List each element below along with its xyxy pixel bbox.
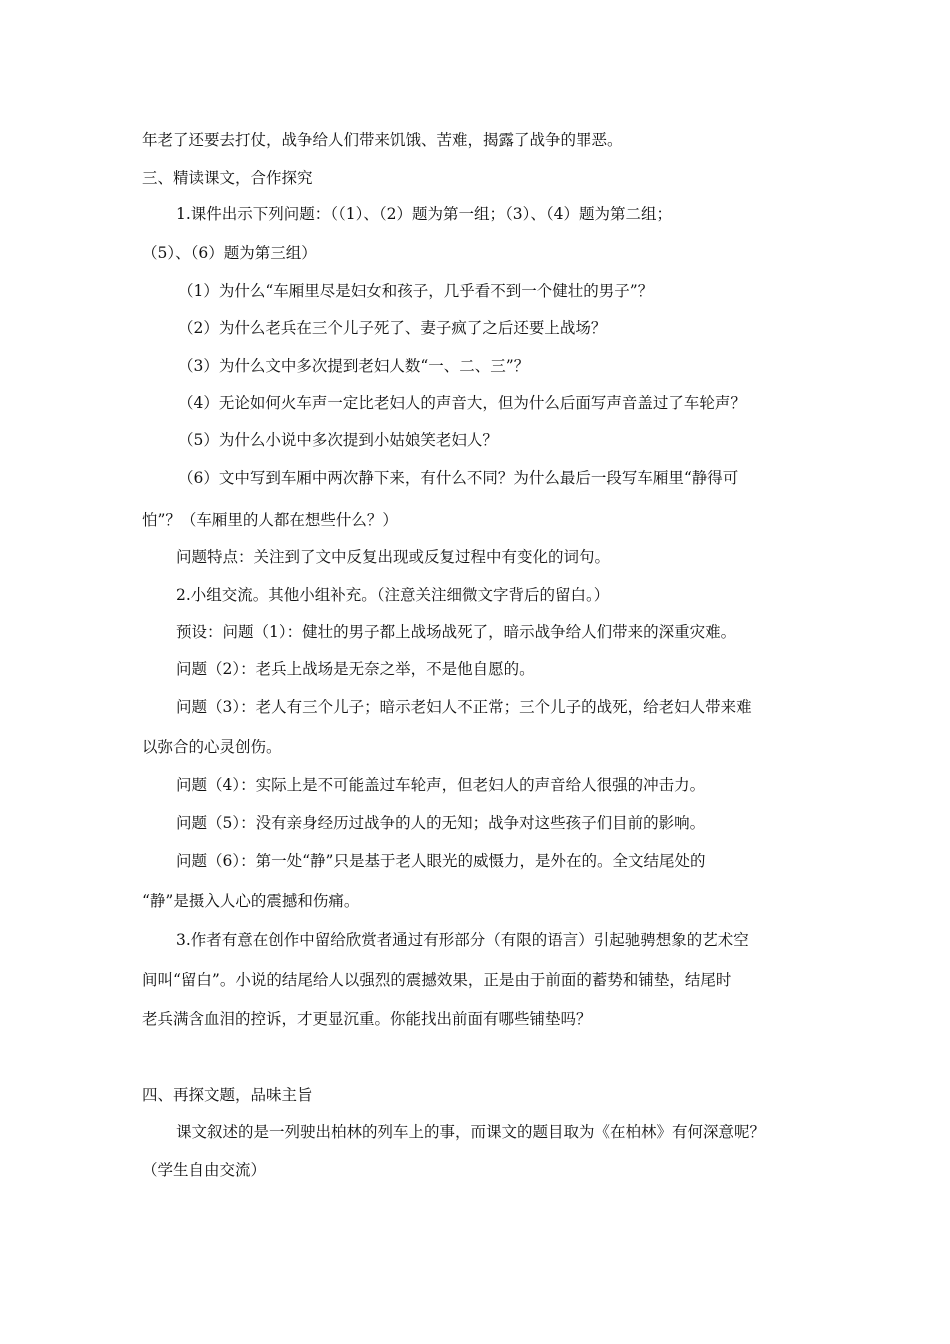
answer-item: 问题（2）：老兵上战场是无奈之举，不是他自愿的。 xyxy=(176,660,535,678)
answer-item: 问题（4）：实际上是不可能盖过车轮声，但老妇人的声音给人很强的冲击力。 xyxy=(176,776,706,794)
section-heading: 四、再探文题，品味主旨 xyxy=(142,1086,313,1104)
section-heading: 三、精读课文，合作探究 xyxy=(142,169,313,187)
paragraph-line: 2.小组交流。其他小组补充。（注意关注细微文字背后的留白。） xyxy=(176,586,610,604)
paragraph-line: 间叫“留白”。小说的结尾给人以强烈的震撼效果，正是由于前面的蓄势和铺垫，结尾时 xyxy=(142,971,732,989)
paragraph-line: （5）、（6）题为第三组） xyxy=(142,244,317,262)
answer-item: 问题（3）：老人有三个儿子；暗示老妇人不正常；三个儿子的战死，给老妇人带来难 xyxy=(176,698,752,716)
paragraph-line: 问题特点：关注到了文中反复出现或反复过程中有变化的词句。 xyxy=(176,548,611,566)
question-item: （1）为什么“车厢里尽是妇女和孩子，几乎看不到一个健壮的男子”？ xyxy=(178,282,654,300)
answer-item: 预设：问题（1）：健壮的男子都上战场战死了，暗示战争给人们带来的深重灾难。 xyxy=(176,623,737,641)
answer-item: 问题（6）：第一处“静”只是基于老人眼光的威慑力，是外在的。全文结尾处的 xyxy=(176,852,706,870)
paragraph-line: 1.课件出示下列问题：（（1）、（2）题为第一组；（3）、（4）题为第二组； xyxy=(176,205,672,223)
answer-item: 问题（5）：没有亲身经历过战争的人的无知；战争对这些孩子们目前的影响。 xyxy=(176,814,706,832)
question-item: （5）为什么小说中多次提到小姑娘笑老妇人？ xyxy=(178,431,498,449)
question-item: （3）为什么文中多次提到老妇人数“一、二、三”？ xyxy=(178,357,530,375)
question-item: （6）文中写到车厢中两次静下来，有什么不同？为什么最后一段写车厢里“静得可 xyxy=(178,469,739,487)
paragraph-line: 课文叙述的是一列驶出柏林的列车上的事，而课文的题目取为《在柏林》有何深意呢？ xyxy=(176,1123,766,1141)
paragraph-line: 3.作者有意在创作中留给欣赏者通过有形部分（有限的语言）引起驰骋想象的艺术空 xyxy=(176,931,749,949)
question-item: （4）无论如何火车声一定比老妇人的声音大，但为什么后面写声音盖过了车轮声？ xyxy=(178,394,746,412)
question-item: （2）为什么老兵在三个儿子死了、妻子疯了之后还要上战场？ xyxy=(178,319,607,337)
paragraph-line: （学生自由交流） xyxy=(142,1161,267,1179)
paragraph-line: 老兵满含血泪的控诉，才更显沉重。你能找出前面有哪些铺垫吗？ xyxy=(142,1010,592,1028)
paragraph-line: 怕”？（车厢里的人都在想些什么？） xyxy=(142,511,398,529)
paragraph-line: 年老了还要去打仗，战争给人们带来饥饿、苦难，揭露了战争的罪恶。 xyxy=(142,131,623,149)
paragraph-line: “静”是摄入人心的震撼和伤痛。 xyxy=(142,892,360,910)
paragraph-line: 以弥合的心灵创伤。 xyxy=(142,738,282,756)
